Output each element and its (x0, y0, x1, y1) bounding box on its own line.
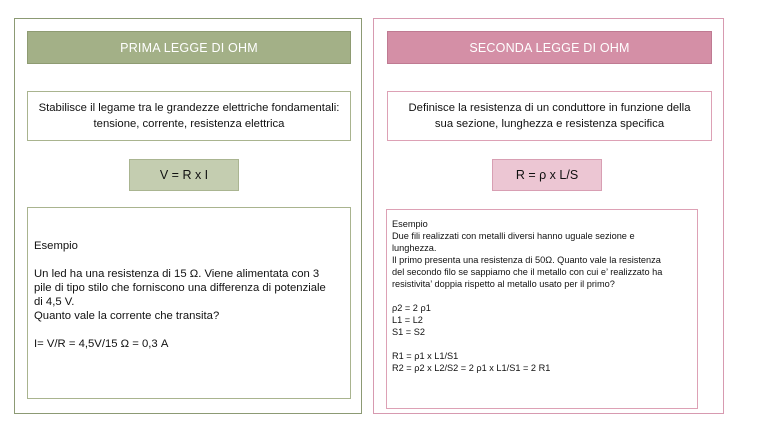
prima-legge-formula: V = R x I (129, 159, 239, 191)
example-label: Esempio (34, 240, 78, 252)
example-text-line: di 4,5 V. (34, 296, 75, 308)
example-label: Esempio (392, 219, 428, 229)
seconda-legge-description (387, 91, 712, 141)
prima-legge-title: PRIMA LEGGE DI OHM (27, 31, 351, 64)
example-text-line: del secondo filo se sappiamo che il metallo con cui e’ realizzato ha (392, 267, 663, 277)
example-relation: ρ2 = 2 ρ1 (392, 303, 431, 313)
example-text-line: lunghezza. (392, 243, 437, 253)
example-relation: L1 = L2 (392, 315, 423, 325)
example-solution: R2 = ρ2 x L2/S2 = 2 ρ1 x L1/S1 = 2 R1 (392, 363, 551, 373)
seconda-desc-line-1: Definisce la resistenza di un conduttore in funzione della (408, 101, 691, 114)
example-text-line: Due fili realizzati con metalli diversi hanno uguale sezione e (392, 231, 635, 241)
example-relation: S1 = S2 (392, 327, 425, 337)
example-text-line: Il primo presenta una resistenza di 50Ω. Quanto vale la resistenza (392, 255, 661, 265)
prima-desc-line-2: tensione, corrente, resistenza elettrica (93, 118, 285, 130)
seconda-legge-panel (373, 18, 724, 414)
seconda-legge-title: SECONDA LEGGE DI OHM (387, 31, 712, 64)
example-text-line: Un led ha una resistenza di 15 Ω. Viene alimentata con 3 (34, 268, 320, 280)
example-text-line: Quanto vale la corrente che transita? (34, 310, 220, 322)
example-text-line: resistivita’ doppia rispetto al metallo usato per il primo? (392, 279, 615, 289)
example-result: I= V/R = 4,5V/15 Ω = 0,3 A (34, 338, 169, 350)
prima-legge-description (27, 91, 351, 141)
seconda-legge-formula: R = ρ x L/S (492, 159, 602, 191)
seconda-legge-example (386, 209, 698, 409)
example-solution: R1 = ρ1 x L1/S1 (392, 351, 459, 361)
prima-desc-line-1: Stabilisce il legame tra le grandezze elettriche fondamentali: (38, 101, 340, 114)
prima-legge-example (27, 207, 351, 399)
example-text-line: pile di tipo stilo che forniscono una differenza di potenziale (34, 282, 326, 294)
prima-legge-panel (14, 18, 362, 414)
seconda-desc-line-2: sua sezione, lunghezza e resistenza specifica (434, 118, 665, 130)
